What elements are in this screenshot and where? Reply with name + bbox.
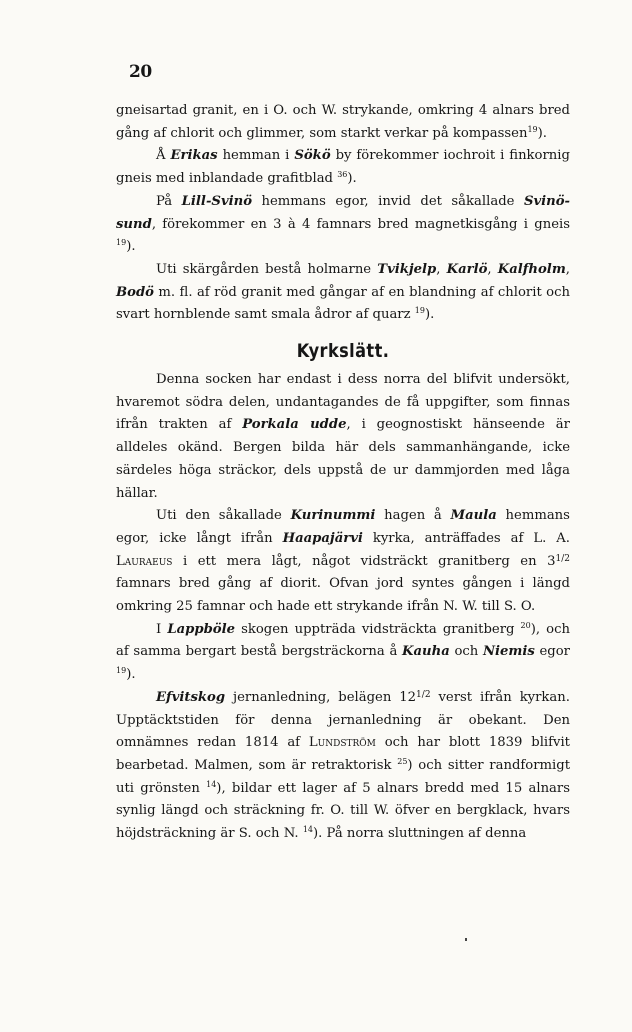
footnote-ref: 25 — [397, 756, 408, 766]
page-body — [116, 100, 570, 846]
place-name: Sökö — [294, 148, 331, 164]
footnote-ref: 19 — [527, 124, 538, 134]
place-name: Porkala udde — [242, 417, 347, 433]
place-name: Tvikjelp — [377, 261, 437, 277]
print-speck — [465, 938, 467, 941]
footnote-ref: 19 — [414, 306, 425, 316]
paragraph: Å Erikas hemman i Sökö by förekommer iochroit i finkornig gneis med inblandade grafitblad $^{36}$). — [116, 148, 570, 187]
fraction: 1/2 — [555, 553, 570, 564]
section-heading: Kyrkslätt. — [296, 340, 390, 363]
paragraph: Uti den såkallade Kurinummi hagen å Maula hemmans egor, icke långt ifrån Haapajärvi kyrka, anträffades af L. A. Lauraeus i ett mera lågt, något vidsträckt granitberg en $3^{1/2}$ famnars bred gång af diorit. Ofvan jord syntes gången i längd omkring 25 famnar och hade ett strykande ifrån N. W. till S. O. — [116, 508, 571, 615]
place-name: Kurinummi — [290, 508, 376, 524]
place-name: Erikas — [170, 148, 218, 164]
paragraph: Uti skärgården bestå holmarne Tvikjelp, Karlö, Kalfholm, Bodö m. fl. af röd granit med gångar af en blandning af chlorit och svart hornblende samt smala ådror af quarz $^{19}$). — [116, 261, 570, 323]
paragraph: gneisartad granit, en i O. och W. strykande, omkring 4 alnars bred gång af chlorit och glimmer, som starkt verkar på kompassen$^{19}$). — [116, 103, 570, 141]
place-name: Haapajärvi — [282, 530, 363, 546]
footnote-ref: 19 — [116, 238, 127, 248]
place-name: Kauha — [402, 644, 450, 660]
place-name: Maula — [450, 508, 497, 524]
paragraph: I Lappböle skogen uppträda vidsträckta granitberg $^{20}$), och af samma bergart bestå bergsträckorna å Kauha och Niemis egor $^{19}$). — [116, 620, 570, 683]
footnote-ref: 14 — [302, 825, 314, 835]
author-name: Lauraeus — [116, 553, 173, 569]
place-name: Niemis — [482, 644, 535, 660]
place-name: Karlö — [446, 261, 488, 277]
place-name: Bodö — [116, 284, 154, 300]
place-name: Efvitskog — [156, 689, 226, 705]
footnote-ref: 20 — [520, 620, 531, 630]
paragraph: Denna socken har endast i dess norra del blifvit undersökt, hvaremot södra delen, undantagandes de få uppgifter, som finnas ifrån trakten af Porkala udde, i geognostiskt hänseende är alldeles okänd. Bergen bilda här dels sammanhängande, icke särdeles höga sträckor, dels uppstå de ur dammjorden med låga hällar. — [116, 372, 570, 501]
footnote-ref: 36 — [337, 170, 348, 180]
place-name: Kalfholm — [497, 261, 566, 277]
fraction: 1/2 — [416, 689, 431, 700]
footnote-ref: 14 — [206, 779, 217, 789]
place-name: Lappböle — [167, 621, 235, 637]
place-name: Svinö-sund — [116, 193, 570, 232]
author-name: Lundström — [308, 735, 376, 751]
paragraph: På Lill-Svinö hemmans egor, invid det såkallade Svinö-sund, förekommer en 3 à 4 famnars bred magnetkisgång i gneis $^{19}$). — [116, 193, 570, 255]
page-number: 20 — [129, 62, 152, 82]
place-name: Lill-Svinö — [181, 193, 252, 209]
footnote-ref: 19 — [116, 666, 127, 676]
paragraph: Efvitskog jernanledning, belägen $12^{1/2}$ verst ifrån kyrkan. Upptäcktstiden för denna jernanledning är obekant. Den omnämnes redan 1814 af Lundström och har blott 1839 blifvit bearbetad. Malmen, som är retraktorisk $^{25}$) och sitter randformigt uti grönsten $^{14}$), bildar ett lager af 5 alnars bredd med 15 alnars synlig längd och sträckning fr. O. till W. öfver en bergklack, hvars höjdsträckning är S. och N. $^{14}$). På norra sluttningen af denna — [116, 689, 571, 842]
